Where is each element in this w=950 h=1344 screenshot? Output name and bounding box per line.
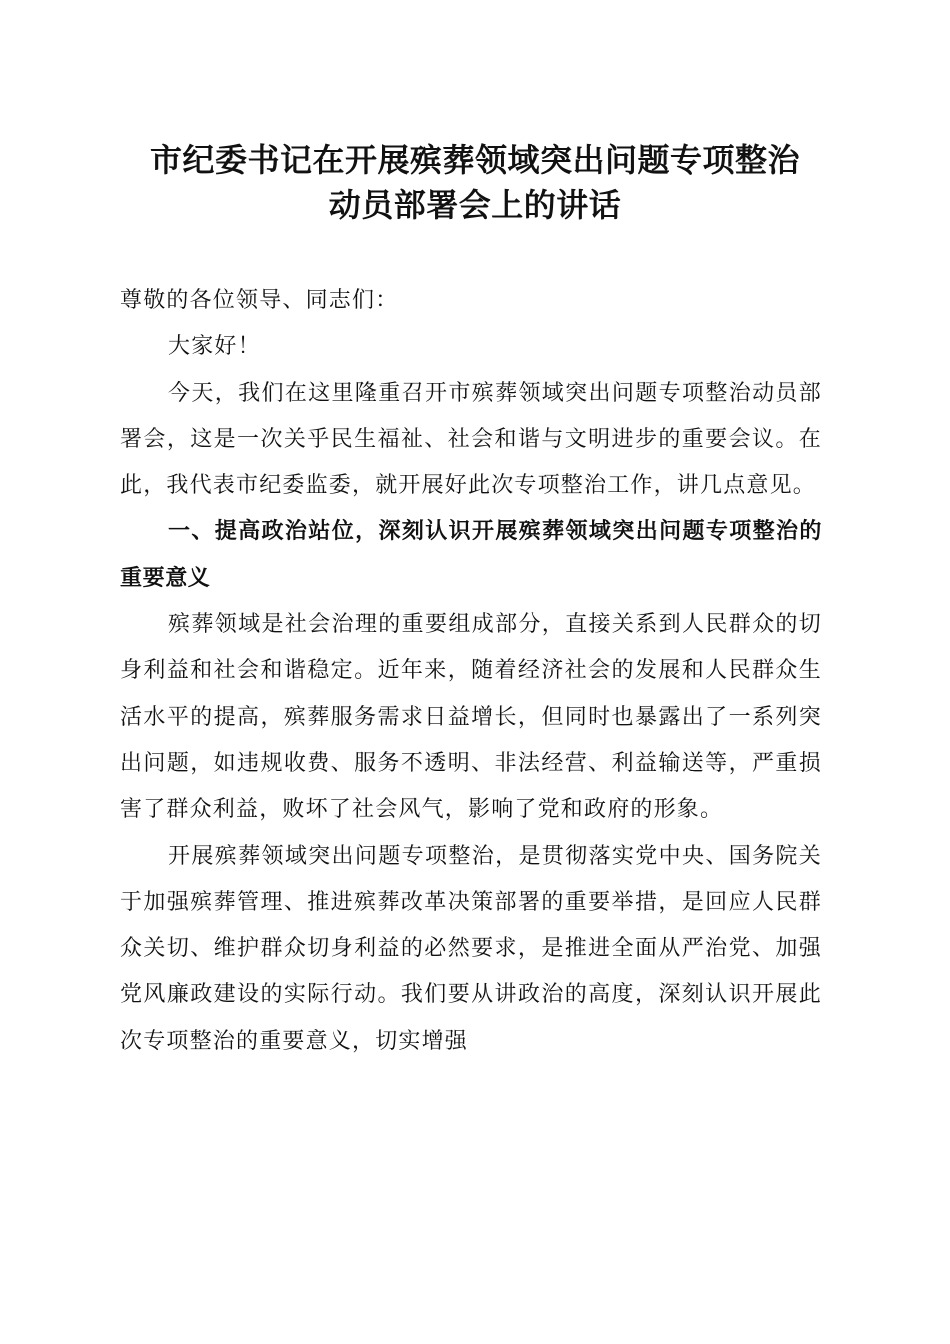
section-1-paragraph-2: 开展殡葬领域突出问题专项整治，是贯彻落实党中央、国务院关于加强殡葬管理、推进殡葬改革决策部署的重要举措，是回应人民群众关切、维护群众切身利益的必然要求，是推进全面从严治党、加强党风廉政建设的实际行动。我们要从讲政治的高度，深刻认识开展此次专项整治的重要意义，切实增强	[120, 843, 822, 1054]
document-body	[120, 278, 822, 1065]
section-1-paragraph-1: 殡葬领域是社会治理的重要组成部分，直接关系到人民群众的切身利益和社会和谐稳定。近年来，随着经济社会的发展和人民群众生活水平的提高，殡葬服务需求日益增长，但同时也暴露出了一系列突出问题，如违规收费、服务不透明、非法经营、利益输送等，严重损害了群众利益，败坏了社会风气，影响了党和政府的形象。	[120, 612, 822, 823]
salutation: 尊敬的各位领导、同志们：	[120, 288, 399, 313]
intro-paragraph: 今天，我们在这里隆重召开市殡葬领域突出问题专项整治动员部署会，这是一次关乎民生福祉、社会和谐与文明进步的重要会议。在此，我代表市纪委监委，就开展好此次专项整治工作，讲几点意见。	[120, 380, 822, 499]
document-title-line-2: 动员部署会上的讲话	[328, 186, 622, 224]
greeting: 大家好！	[168, 334, 261, 360]
section-heading-1: 一、提高政治站位，深刻认识开展殡葬领域突出问题专项整治的重要意义	[120, 519, 822, 591]
document-title-line-1: 市纪委书记在开展殡葬领域突出问题专项整治	[149, 141, 800, 179]
